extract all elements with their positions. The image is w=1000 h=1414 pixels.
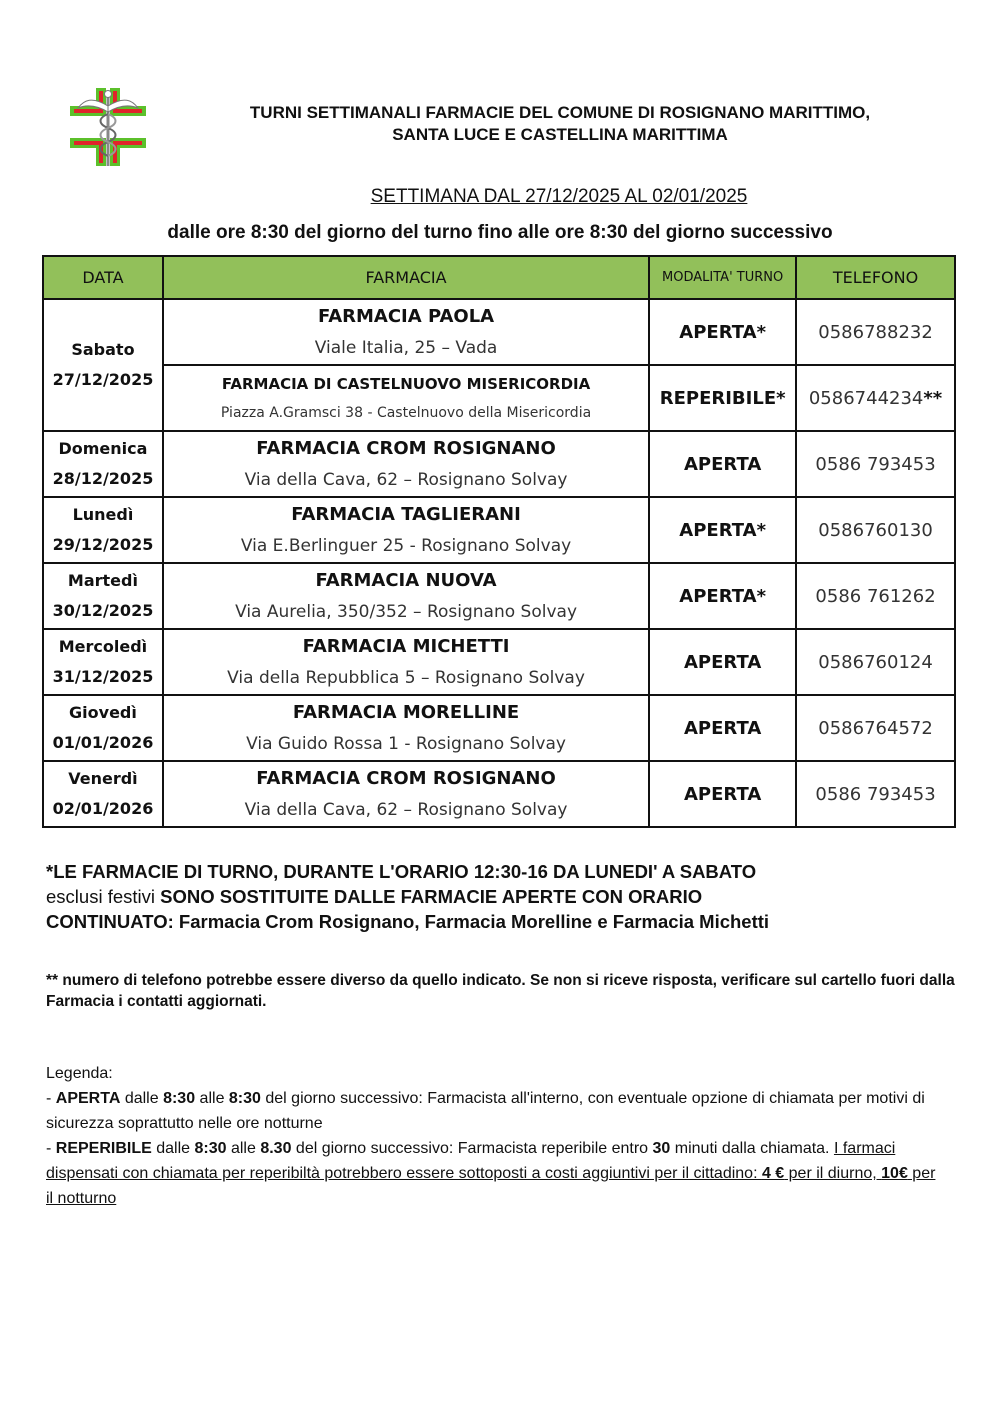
pharmacy-name: FARMACIA CROM ROSIGNANO (256, 768, 556, 789)
date-cell (43, 299, 163, 431)
title-line-2: SANTA LUCE E CASTELLINA MARITTIMA (392, 125, 728, 144)
phone-cell (796, 365, 955, 431)
phone-number: 0586788232 (818, 321, 933, 343)
pharmacy-address: Via Aurelia, 350/352 – Rosignano Solvay (235, 602, 578, 622)
note-part-1: *LE FARMACIE DI TURNO, DURANTE L'ORARIO 12:30-16 DA LUNEDI' A SABATO (46, 861, 757, 882)
phone-note-mark: ** (923, 387, 943, 409)
table-header-row (43, 256, 955, 299)
shift-mode: APERTA* (649, 299, 796, 365)
table-row (43, 695, 955, 761)
substitution-note (46, 859, 946, 934)
pharmacy-cell (163, 695, 649, 761)
shift-mode: REPERIBILE* (649, 365, 796, 431)
date: 01/01/2026 (52, 733, 154, 752)
table-row (43, 563, 955, 629)
table-row (43, 365, 955, 431)
legend-text: minuti dalla chiamata. (670, 1140, 834, 1157)
pharmacy-name: FARMACIA TAGLIERANI (291, 504, 521, 525)
note-part-2: esclusi festivi (46, 886, 155, 907)
legend-text: dalle (151, 1140, 195, 1157)
pharmacy-cell (163, 629, 649, 695)
pharmacy-shift-table (42, 255, 956, 828)
weekday: Martedì (67, 571, 138, 590)
phone-cell (796, 629, 955, 695)
date-cell (43, 563, 163, 629)
phone-number: 0586 793453 (815, 453, 936, 475)
column-header-farmacia: FARMACIA (163, 256, 649, 299)
date: 27/12/2025 (52, 370, 154, 389)
weekday: Venerdì (68, 769, 138, 788)
weekday: Domenica (58, 439, 148, 458)
pharmacy-name: FARMACIA NUOVA (315, 570, 497, 591)
table-row (43, 497, 955, 563)
date-cell (43, 431, 163, 497)
legend-cost-text: per il notturno (46, 1165, 936, 1207)
week-range: SETTIMANA DAL 27/12/2025 AL 02/01/2025 (370, 186, 748, 207)
phone-number: 0586744234 (808, 387, 924, 409)
pharmacy-cross-caduceus-icon (62, 86, 154, 168)
pharmacy-cell (163, 365, 649, 431)
phone-cell (796, 299, 955, 365)
date: 02/01/2026 (52, 799, 154, 818)
legend-time: 8:30 (228, 1090, 261, 1107)
phone-cell (796, 431, 955, 497)
date: 28/12/2025 (52, 469, 154, 488)
weekday: Sabato (71, 340, 135, 359)
date: 29/12/2025 (52, 535, 154, 554)
shift-mode: APERTA (649, 695, 796, 761)
legend-text: alle (195, 1090, 229, 1107)
shift-mode: APERTA (649, 629, 796, 695)
pharmacy-name: FARMACIA MORELLINE (292, 702, 520, 723)
shift-mode: APERTA (649, 431, 796, 497)
date-cell (43, 497, 163, 563)
pharmacy-address: Via Guido Rossa 1 - Rosignano Solvay (246, 734, 566, 754)
pharmacy-address: Via della Repubblica 5 – Rosignano Solvay (227, 668, 585, 688)
pharmacy-address: Via della Cava, 62 – Rosignano Solvay (244, 800, 568, 820)
pharmacy-address: Piazza A.Gramsci 38 - Castelnuovo della Misericordia (220, 405, 592, 421)
pharmacy-name: FARMACIA MICHETTI (302, 636, 510, 657)
pharmacy-address: Via E.Berlinguer 25 - Rosignano Solvay (240, 536, 572, 556)
weekday: Mercoledì (58, 637, 148, 656)
phone-number: 0586 793453 (815, 783, 936, 805)
legend-title: Legenda: (46, 1065, 113, 1082)
phone-cell (796, 497, 955, 563)
phone-number: 0586 761262 (815, 585, 936, 607)
legend-cost-day: 4 € (761, 1165, 785, 1182)
legend-aperta: - APERTA dalle 8:30 alle 8:30 del giorno successivo: Farmacista all'interno, con eventuale opzione di chiamata per motivi di sicurezza soprattutto nelle ore notturne (46, 1090, 925, 1132)
pharmacy-cell (163, 431, 649, 497)
document-title (170, 102, 950, 146)
table-row (43, 299, 955, 365)
table-row (43, 629, 955, 695)
legend-reperibile: - REPERIBILE dalle 8:30 alle 8.30 del giorno successivo: Farmacista reperibile entro 30 minuti dalla chiamata. I farmaci dispensati con chiamata per reperibiltà potrebbero essere sottoposti a costi aggiuntivi per il cittadino: 4 € per il diurno, 10€ per il notturno (46, 1140, 936, 1207)
date-cell (43, 629, 163, 695)
note-part-4: CONTINUATO: Farmacia Crom Rosignano, Farmacia Morelline e Farmacia Michetti (46, 911, 770, 932)
note-part-3: SONO SOSTITUITE DALLE FARMACIE APERTE CON ORARIO (154, 886, 703, 907)
phone-disclaimer: ** numero di telefono potrebbe essere diverso da quello indicato. Se non si riceve risposta, verificare sul cartello fuori dalla Farmacia i contatti aggiornati. (46, 972, 955, 1010)
legend-text: del giorno successivo: Farmacista reperibile entro (291, 1140, 653, 1157)
phone-cell (796, 761, 955, 827)
legend-time: 8.30 (260, 1140, 292, 1157)
pharmacy-name: FARMACIA PAOLA (317, 306, 495, 327)
legend-time: 8:30 (163, 1090, 196, 1107)
pharmacy-cell (163, 563, 649, 629)
pharmacy-cell (163, 761, 649, 827)
pharmacy-name: FARMACIA DI CASTELNUOVO MISERICORDIA (221, 375, 591, 393)
legend-aperta-label: APERTA (55, 1090, 121, 1107)
date-cell (43, 695, 163, 761)
legend-time: 8:30 (194, 1140, 227, 1157)
legend-cost-text: I farmaci dispensati con chiamata per reperibiltà potrebbero essere sottoposti a costi aggiuntivi per il cittadino: (46, 1140, 896, 1182)
column-header-telefono: TELEFONO (796, 256, 955, 299)
pharmacy-address: Via della Cava, 62 – Rosignano Solvay (244, 470, 568, 490)
legend-text: del giorno successivo: Farmacista all'interno, con eventuale opzione di chiamata per motivi di sicurezza soprattutto nelle ore notturne (46, 1090, 925, 1132)
phone-number: 0586764572 (818, 717, 933, 739)
shift-hours: dalle ore 8:30 del giorno del turno fino alle ore 8:30 del giorno successivo (167, 222, 833, 243)
phone-number: 0586760124 (818, 651, 933, 673)
pharmacy-cell (163, 299, 649, 365)
legend-reperibile-label: REPERIBILE (55, 1140, 152, 1157)
table-row (43, 431, 955, 497)
pharmacy-address: Viale Italia, 25 – Vada (314, 338, 498, 358)
table-row (43, 761, 955, 827)
column-header-data: DATA (43, 256, 163, 299)
shift-mode: APERTA* (649, 563, 796, 629)
shift-mode: APERTA (649, 761, 796, 827)
date: 30/12/2025 (52, 601, 154, 620)
pharmacy-name: FARMACIA CROM ROSIGNANO (256, 438, 556, 459)
column-header-modalita: MODALITA' TURNO (649, 256, 796, 299)
date-cell (43, 761, 163, 827)
legend-text: dalle (120, 1090, 164, 1107)
phone-number: 0586760130 (818, 519, 933, 541)
legend-text: alle (226, 1140, 261, 1157)
phone-cell (796, 563, 955, 629)
phone-cell (796, 695, 955, 761)
shift-mode: APERTA* (649, 497, 796, 563)
legend-cost-night: 10€ (881, 1165, 908, 1182)
weekday: Giovedì (69, 703, 137, 722)
legend-minutes: 30 (652, 1140, 671, 1157)
weekday: Lunedì (72, 505, 134, 524)
title-line-1: TURNI SETTIMANALI FARMACIE DEL COMUNE DI ROSIGNANO MARITTIMO, (249, 103, 871, 122)
pharmacy-cell (163, 497, 649, 563)
legend-cost-text: per il diurno, (784, 1165, 882, 1182)
legend (46, 1061, 946, 1211)
date: 31/12/2025 (52, 667, 154, 686)
